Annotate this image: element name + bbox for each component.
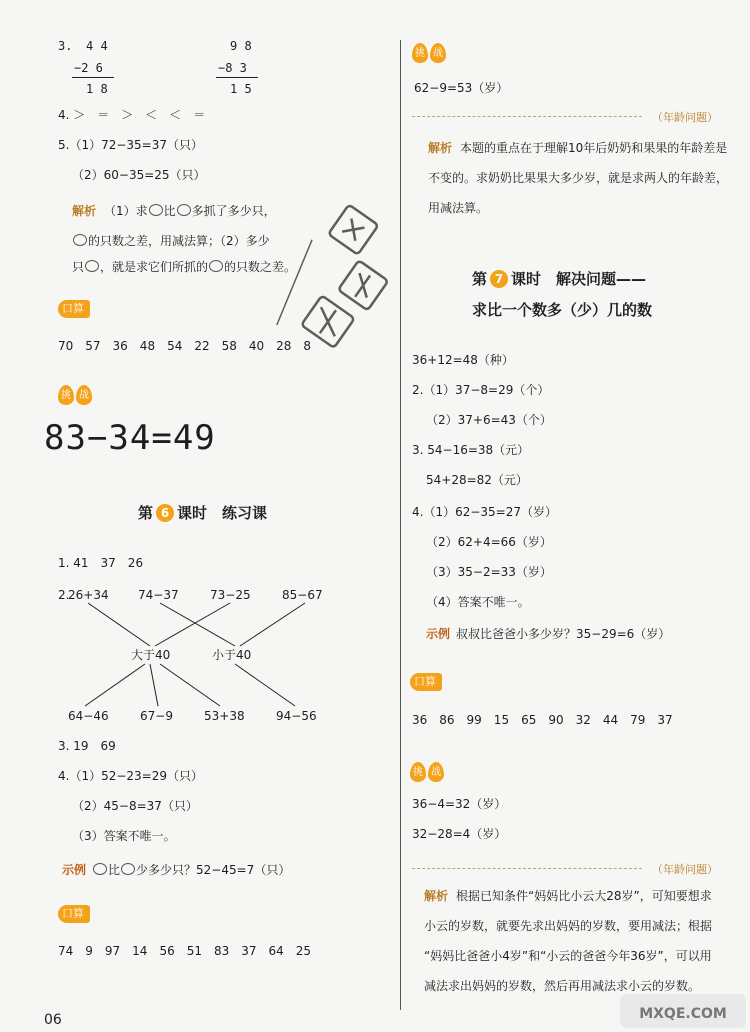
match-line — [240, 603, 305, 646]
match-line — [150, 664, 158, 706]
analysis-right-b2: 小云的岁数，就要先求出妈妈的岁数，要用减法；根据 — [424, 919, 713, 933]
q3a-result: 1 8 — [86, 82, 108, 96]
analysis-right-2: 不变的。求奶奶比果果大多少岁，就是求两人的年龄差， — [428, 171, 729, 185]
oral-calc-tag: 口算 — [410, 673, 442, 691]
l7-example: 示例 叔叔比爸爸小多少岁？35−29=6（岁） — [426, 627, 671, 641]
match-line — [160, 664, 220, 706]
q3-number: 3. — [58, 39, 73, 53]
analysis-line-2: 的只数之差，用减法算；（2）多少 — [72, 233, 270, 249]
match-greater-40: 大于40 — [131, 648, 171, 662]
match-line — [235, 664, 295, 706]
topic-divider — [412, 868, 642, 869]
example-label: 示例 — [62, 863, 87, 877]
match-top-3: 73−25 — [210, 588, 251, 602]
l7-q4-part1: 4.（1）62−35=27（岁） — [412, 505, 558, 519]
page-number: 06 — [44, 1012, 62, 1028]
svg-text:MXQE.COM: MXQE.COM — [639, 1006, 727, 1022]
lesson-number-badge: 6 — [156, 504, 174, 522]
watermark-stamp — [262, 195, 412, 405]
match-line — [88, 603, 150, 646]
challenge-answer-2b: 32−28=4（岁） — [412, 827, 507, 841]
example-label: 示例 — [426, 627, 451, 641]
match-line — [160, 603, 235, 646]
lesson7-title-line2: 求比一个数多（少）几的数 — [472, 301, 653, 319]
match-bot-3: 53+38 — [204, 709, 245, 723]
l7-q4-part4: （4）答案不唯一。 — [426, 595, 530, 609]
q3a-top: 4 4 — [86, 39, 108, 53]
l6-q3: 3. 19 69 — [58, 739, 116, 753]
l7-q2-part2: （2）37+6=43（个） — [426, 413, 552, 427]
analysis-line-1: 解析 （1）求 比 多抓了多少只， — [72, 204, 276, 218]
challenge-answer-1: 62−9=53（岁） — [414, 81, 509, 95]
site-logo — [618, 990, 748, 1030]
challenge-drop-icon: 挑 战 — [58, 385, 94, 407]
l6-q4-part1: 4.（1）52−23=29（只） — [58, 769, 204, 783]
column-divider — [400, 40, 401, 1010]
l7-q2-part1: 2.（1）37−8=29（个） — [412, 383, 550, 397]
l6-q4-part2: （2）45−8=37（只） — [72, 799, 198, 813]
match-bot-1: 64−46 — [68, 709, 109, 723]
l6-q2-label: 2. — [58, 588, 70, 602]
q3b-result: 1 5 — [230, 82, 252, 96]
l6-example: 示例 比 少多少只？52−45=7（只） — [62, 863, 291, 877]
analysis-line-3: 只 ，就是求它们所抓的 的只数之差。 — [72, 260, 297, 274]
challenge-answer-2a: 36−4=32（岁） — [412, 797, 507, 811]
match-top-2: 74−37 — [138, 588, 179, 602]
q5-part1: 5.（1）72−35=37（只） — [58, 138, 204, 152]
l7-q4-part2: （2）62+4=66（岁） — [426, 535, 552, 549]
topic-age-problem: （年龄问题） — [652, 111, 718, 124]
q3a-minus: −2 6 — [74, 61, 103, 75]
lesson7-title-line1: 第 7 课时 解决问题—— — [472, 270, 647, 288]
match-line — [85, 664, 145, 706]
challenge-answer: 83−34=49 — [44, 418, 216, 458]
q5-part2: （2）60−35=25（只） — [72, 168, 206, 182]
lesson-number-badge: 7 — [490, 270, 508, 288]
q3b-top: 9 8 — [230, 39, 252, 53]
l7-q4-part3: （3）35−2=33（岁） — [426, 565, 552, 579]
lesson6-title: 第 6 课时 练习课 — [138, 504, 268, 522]
analysis-right-b1: 解析 根据已知条件“妈妈比小云大28岁”，可知要想求 — [424, 889, 712, 903]
q4-answers: 4. ＞ ＝ ＞ ＜ ＜ ＝ — [58, 108, 206, 122]
oral-calc-answers-2: 74 9 97 14 56 51 83 37 64 25 — [58, 944, 312, 958]
animal-icon — [93, 863, 107, 875]
oral-calc-tag: 口算 — [58, 300, 90, 318]
l6-q1: 1. 41 37 26 — [58, 556, 144, 570]
l7-q1: 36+12=48（种） — [412, 353, 514, 367]
match-bot-2: 67−9 — [140, 709, 173, 723]
analysis-right-3: 用减法算。 — [428, 201, 489, 215]
oral-calc-answers-right: 36 86 99 15 65 90 32 44 79 37 — [412, 713, 673, 727]
topic-divider — [412, 116, 642, 117]
match-less-40: 小于40 — [212, 648, 252, 662]
match-line — [155, 603, 230, 646]
match-bot-4: 94−56 — [276, 709, 317, 723]
analysis-label: 解析 — [428, 141, 453, 155]
animal-icon — [121, 863, 135, 875]
match-top-4: 85−67 — [282, 588, 323, 602]
analysis-label: 解析 — [72, 204, 97, 218]
topic-age-problem: （年龄问题） — [652, 863, 718, 876]
analysis-right-b3: “妈妈比爸爸小4岁”和“小云的爸爸今年36岁”，可以用 — [424, 949, 712, 963]
match-top-1: 26+34 — [68, 588, 109, 602]
challenge-drop-icon: 挑 战 — [410, 762, 446, 784]
oral-calc-tag: 口算 — [58, 905, 90, 923]
analysis-right-b4: 减法求出妈妈的岁数，然后再用减法求小云的岁数。 — [424, 979, 701, 993]
oral-calc-answers: 70 57 36 48 54 22 58 40 28 8 — [58, 339, 312, 353]
analysis-label: 解析 — [424, 889, 449, 903]
l7-q3-part2: 54+28=82（元） — [426, 473, 528, 487]
q3b-minus: −8 3 — [218, 61, 247, 75]
challenge-drop-icon: 挑 战 — [412, 43, 448, 65]
analysis-right-1: 解析 本题的重点在于理解10年后奶奶和果果的年龄差是 — [428, 141, 728, 155]
l6-q4-part3: （3）答案不唯一。 — [72, 829, 176, 843]
l7-q3-part1: 3. 54−16=38（元） — [412, 443, 530, 457]
